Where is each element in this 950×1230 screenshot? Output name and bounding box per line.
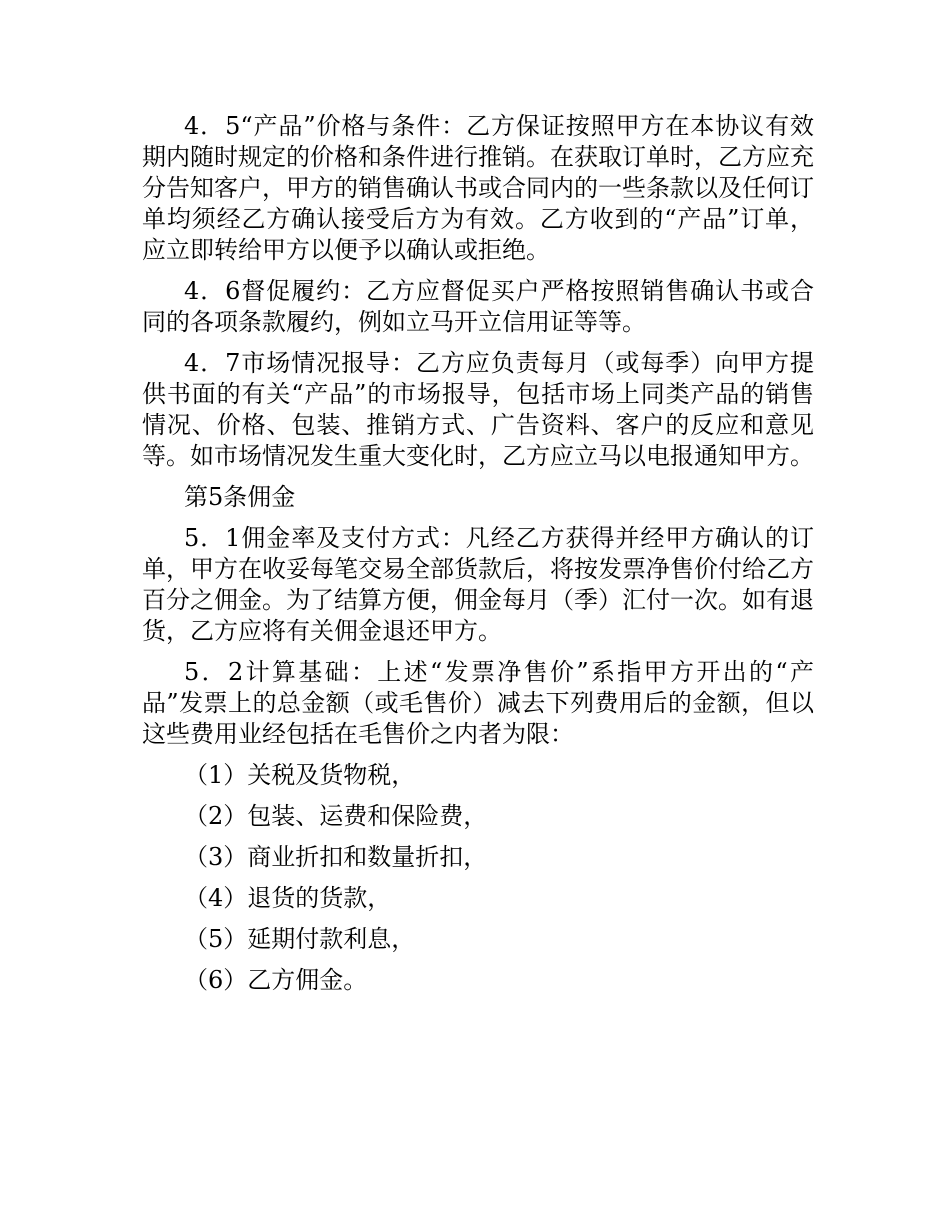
deduction-item-1: （1）关税及货物税， — [184, 761, 416, 789]
deduction-item-4: （4）退货的货款， — [184, 884, 392, 912]
deduction-list — [142, 760, 814, 996]
section-5-heading: 第5条佣金 — [184, 483, 296, 511]
deduction-item-6: （6）乙方佣金。 — [184, 966, 368, 994]
clause-4-5-paragraph: 4．5“产品”价格与条件：乙方保证按照甲方在本协议有效期内随时规定的价格和条件进行推销。在获取订单时，乙方应充分告知客户，甲方的销售确认书或合同内的一些条款以及任何订单均须经乙方确认接受后方为有效。乙方收到的“产品”订单，应立即转给甲方以便予以确认或拒绝。 — [142, 112, 814, 264]
clause-4-6-paragraph: 4．6督促履约：乙方应督促买户严格按照销售确认书或合同的各项条款履约，例如立马开立信用证等等。 — [142, 277, 814, 336]
deduction-item-3: （3）商业折扣和数量折扣， — [184, 843, 488, 871]
clause-5-2-paragraph: 5．2计算基础：上述“发票净售价”系指甲方开出的“产品”发票上的总金额（或毛售价）减去下列费用后的金额，但以这些费用业经包括在毛售价之内者为限： — [142, 658, 814, 748]
deduction-item-2: （2）包装、运费和保险费， — [184, 802, 488, 830]
clause-5-1-paragraph: 5．1佣金率及支付方式：凡经乙方获得并经甲方确认的订单，甲方在收妥每笔交易全部货款后，将按发票净售价付给乙方百分之佣金。为了结算方便，佣金每月（季）汇付一次。如有退货，乙方应将有关佣金退还甲方。 — [142, 524, 814, 645]
document-page — [142, 111, 814, 1006]
deduction-item-5: （5）延期付款利息， — [184, 925, 416, 953]
clause-4-7-paragraph: 4．7市场情况报导：乙方应负责每月（或每季）向甲方提供书面的有关“产品”的市场报导，包括市场上同类产品的销售情况、价格、包装、推销方式、广告资料、客户的反应和意见等。如市场情况发生重大变化时，乙方应立马以电报通知甲方。 — [142, 349, 814, 470]
